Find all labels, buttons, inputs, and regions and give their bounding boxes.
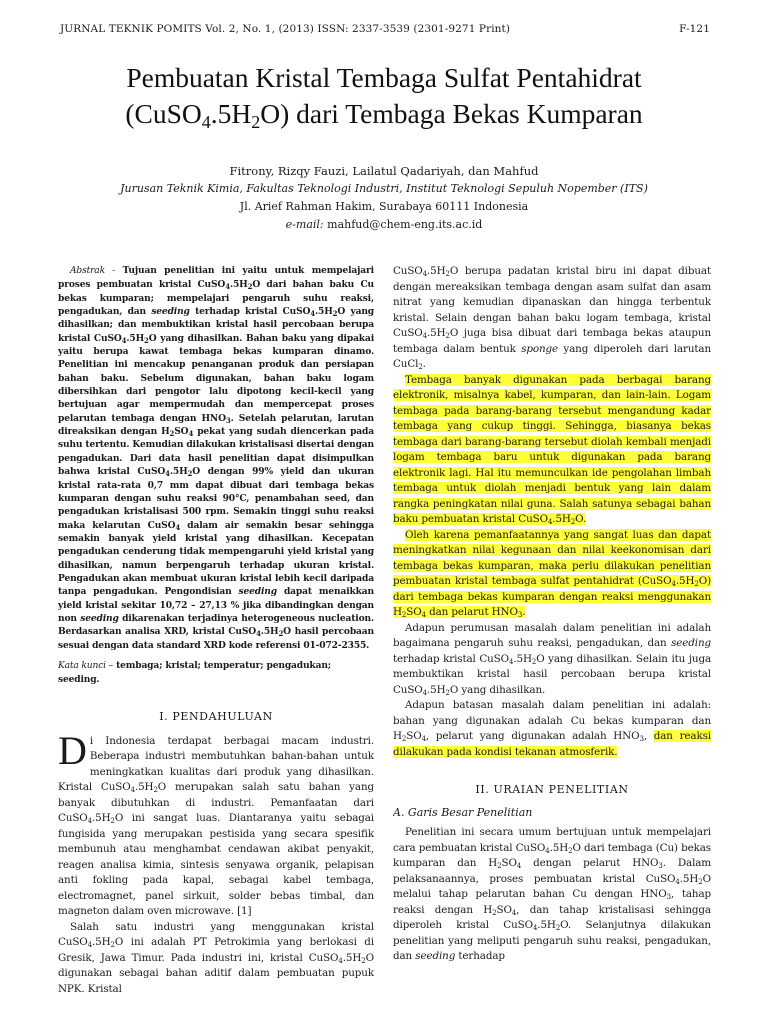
author-list: Fitrony, Rizqy Fauzi, Lailatul Qadariyah, dan Mahfud <box>229 164 539 178</box>
drop-cap: D <box>58 727 87 773</box>
intro-text-1: i Indonesia terdapat berbagai macam industri. Beberapa industri membutuhkan bahan-bahan untuk meningkatkan kualitas dari produk yang dihasilkan. Kristal $CuSO_4.5H_2O$ merupakan salah satu bahan yang banyak dibutuhkan di industri. Pemanfaatan dari $CuSO_4.5H_2O$ ini sangat luas. Diantaranya yaitu sebagai fungisida yang merupakan pestisida yang secara spesifik membunuh atau menghambat cendawan akibat penyakit, reagen analisa kimia, sintesis senyawa organik, pelapisan anti fokling pada kapal, sebagai kabel tembaga, electromagnet, panel sirkuit, solder bebas timbal, dan magneton dalam oven microwave. [1] <box>58 734 374 918</box>
subsection-heading-a: A. Garis Besar Penelitian <box>393 806 533 819</box>
title-line-2: $(CuSO_4.5H_2O)$ dari Tembaga Bekas Kumparan <box>125 98 643 132</box>
right-paragraph-3 <box>393 528 711 621</box>
email-label: e-mail: <box>285 218 324 231</box>
title-line-1: Pembuatan Kristal Tembaga Sulfat Pentahidrat <box>126 62 642 93</box>
paper-title <box>40 60 728 132</box>
right-paragraph-6: Penelitian ini secara umum bertujuan untuk mempelajari cara pembuatan kristal $CuSO_4.5H_2O$ dari tembaga (Cu) bekas kumparan dan $H_2SO_4$ dengan pelarut $HNO_3$. Dalam pelaksanaannya, proses pembuatan kristal $CuSO_4.5H_2O$ melalui tahap pelarutan bahan Cu dengan $HNO_3$, tahap reaksi dengan $H_2SO_4$, dan tahap kristalisasi sehingga diperoleh kristal $CuSO_4.5H_2O$. Selanjutnya dilakukan penelitian yang meliputi pengaruh suhu reaksi, pengadukan, dan seeding terhadap <box>393 826 711 962</box>
highlight-3: dan reaksi dilakukan pada kondisi tekanan atmosferik. <box>393 730 711 758</box>
right-paragraph-4: Adapun perumusan masalah dalam penelitian ini adalah bagaimana pengaruh suhu reaksi, pengadukan, dan seeding terhadap kristal $CuSO_4.5H_2O$ yang dihasilkan. Selain itu juga membuktikan kristal hasil percobaan berupa kristal $CuSO_4.5H_2O$ yang dihasilkan. <box>393 621 711 697</box>
abstract-text: Tujuan penelitian ini yaitu untuk mempelajari proses pembuatan kristal $CuSO_4.5H_2O$ dari bahan baku Cu bekas kumparan; mempelajari pengaruh suhu reaksi, pengadukan, dan seeding terhadap kristal $CuSO_4.5H_2O$ yang dihasilkan; dan membuktikan kristal hasil percobaan berupa kristal $CuSO_4.5H_2O$ yang dihasilkan. Bahan baku yang dipakai yaitu berupa kawat tembaga bekas kumparan dinamo. Penelitian ini mencakup penanganan produk dan persiapan bahan baku. Sebelum digunakan, bahan baku logam dibersihkan dari pengotor lalu dipotong kecil-kecil yang bertujuan agar mempermudah dan mempercepat proses pelarutan tembaga dengan $HNO_3$. Setelah pelarutan, larutan direaksikan dengan $H_2SO_4$ pekat yang sudah diencerkan pada suhu tertentu. Kemudian dilakukan kristalisasi disertai dengan pengadukan. Dari data hasil penelitian dapat disimpulkan bahwa kristal $CuSO_4.5H_2O$ dengan 99% yield dan ukuran kristal rata-rata 0,7 mm dapat dibuat dari tembaga bekas kumparan dengan suhu reaksi 90°C, penambahan seed, dan pengadukan kristalisasi 500 rpm. Semakin tinggi suhu reaksi maka kelarutan CuSO$_4$ dalam air semakin besar sehingga semakin banyak yield kristal yang dihasilkan. Kecepatan pengadukan cenderung tidak mempengaruhi yield kristal yang dihasilkan, namun berpengaruh terhadap ukuran kristal. Pengadukan akan membuat ukuran kristal lebih kecil daripada tanpa pengadukan. Pengondisian seeding dapat menaikkan yield kristal sekitar 10,72 – 27,13 % jika dibandingkan dengan non seeding dikarenakan terjadinya heterogeneous nucleation. Berdasarkan analisa XRD, kristal $CuSO_4.5H_2O$ hasil percobaan sesuai dengan data standard XRD kode referensi 01-072-2355. <box>58 265 374 651</box>
keywords-label: Kata kunci – <box>58 660 114 671</box>
keywords <box>58 659 374 687</box>
email-line <box>40 216 728 233</box>
email-address[interactable]: mahfud@chem-eng.its.ac.id <box>327 218 483 231</box>
affiliation: Jurusan Teknik Kimia, Fakultas Teknologi Industri, Institut Teknologi Sepuluh Nopember (ITS) <box>120 182 648 195</box>
left-column <box>58 264 374 997</box>
address: Jl. Arief Rahman Hakim, Surabaya 60111 Indonesia <box>239 200 529 213</box>
right-paragraph-1: $CuSO_4.5H_2O$ berupa padatan kristal biru ini dapat dibuat dengan mereaksikan tembaga dengan asam sulfat dan asam nitrat yang kemudian dipanaskan dan hingga terbentuk kristal. Selain dengan bahan baku logam tembaga, kristal $CuSO_4.5H_2O$ juga bisa dibuat dari tembaga bekas ataupun tembaga dalam bentuk sponge yang diperoleh dari larutan CuCl$_2$. <box>393 265 711 371</box>
right-paragraph-2 <box>393 373 711 528</box>
section-heading-uraian: II. URAIAN PENELITIAN <box>475 783 629 796</box>
abstract <box>58 264 374 652</box>
abstract-label: Abstrak - <box>70 266 116 276</box>
keywords-text: tembaga; kristal; temperatur; pengadukan; seeding. <box>58 659 331 686</box>
intro-paragraph-1 <box>58 727 374 920</box>
right-paragraph-5 <box>393 698 711 760</box>
section-heading-pendahuluan: I. PENDAHULUAN <box>159 709 273 723</box>
highlight-1: Tembaga banyak digunakan pada berbagai barang elektronik, misalnya kabel, kumparan, dan lain-lain. Logam tembaga pada barang-barang tersebut mengandung kadar tembaga yang cukup tinggi. Sehingga, biasanya bekas tembaga dari barang-barang tersebut diolah kembali menjadi logam tembaga baru untuk digunakan pada barang elektronik lagi. Hal itu memunculkan ide pengolahan limbah tembaga untuk diolah menjadi bentuk yang lain dalam rangka peningkatan nilai guna. Salah satunya sebagai bahan baku pembuatan kristal $CuSO_4.5H_2O$. <box>393 373 711 526</box>
journal-citation: JURNAL TEKNIK POMITS Vol. 2, No. 1, (2013) ISSN: 2337-3539 (2301-9271 Print) <box>60 23 511 35</box>
scope-text: Adapun batasan masalah dalam penelitian ini adalah: bahan yang digunakan adalah Cu bekas kumparan dan $H_2SO_4$, pelarut yang digunakan adalah $HNO_3$, <box>393 699 711 743</box>
page-number: F-121 <box>679 23 710 35</box>
running-header <box>60 23 710 39</box>
right-column <box>393 264 711 965</box>
intro-text-2: Salah satu industri yang menggunakan kristal $CuSO_4.5H_2O$ ini adalah PT Petrokimia yang berlokasi di Gresik, Jawa Timur. Pada industri ini, kristal $CuSO_4.5H_2O$ digunakan sebagai bahan aditif dalam pembuatan pupuk NPK. Kristal <box>58 920 374 995</box>
highlight-2: Oleh karena pemanfaatannya yang sangat luas dan dapat meningkatkan nilai kegunaan dan nilai keekonomisan dari tembaga bekas kumparan, maka perlu dilakukan penelitian pembuatan kristal tembaga sulfat pentahidrat $(CuSO_4.5H_2O)$ dari tembaga bekas kumparan dengan reaksi menggunakan $H_2SO_4$ dan pelarut $HNO_3$. <box>393 528 711 619</box>
